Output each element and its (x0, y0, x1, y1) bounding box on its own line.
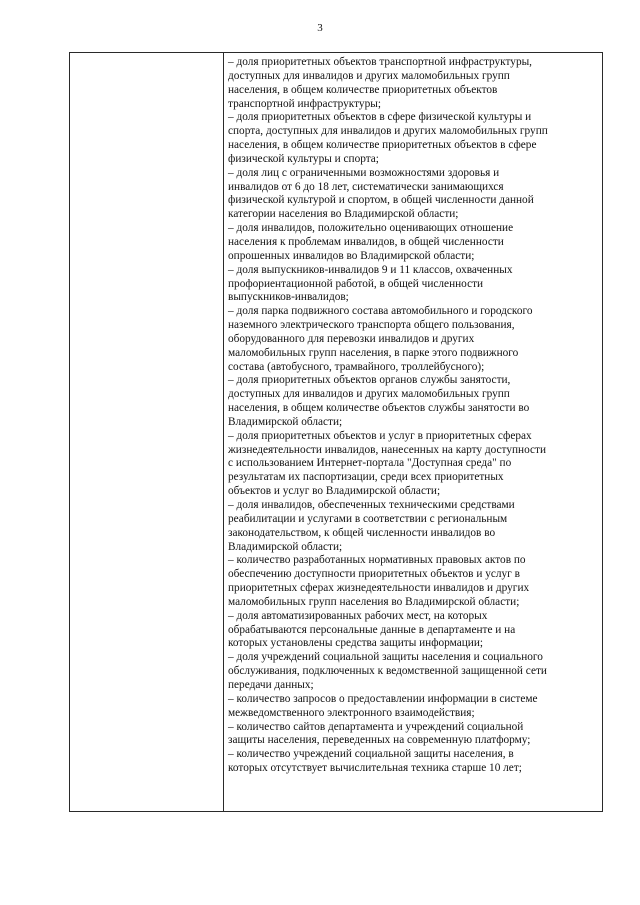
indicator-item: – количество разработанных нормативных правовых актов по обеспечению доступности приоритетных объектов и услуг в приоритетных сферах жизнедеятельности инвалидов и других маломобильных групп населения во Владимирской области; (228, 554, 530, 608)
page-number: 3 (317, 22, 323, 34)
indicator-item: – количество сайтов департамента и учреждений социальной защиты населения, переведенных на современную платформу; (228, 720, 531, 747)
indicator-item: – доля лиц с ограниченными возможностями здоровья и инвалидов от 6 до 18 лет, систематически занимающихся физической культурой и спортом, в общей численности данной категории населения во Владимирской области; (228, 166, 534, 221)
indicator-table (69, 52, 603, 812)
indicator-item: – доля инвалидов, обеспеченных техническими средствами реабилитации и услугами в соответствии с региональным законодательством, к общей численности инвалидов во Владимирской области; (228, 499, 515, 553)
indicator-item: – доля приоритетных объектов и услуг в приоритетных сферах жизнедеятельности инвалидов, нанесенных на карту доступности с использованием Интернет-портала "Доступная среда" по результатам их паспортизации, среди всех приоритетных объектов и услуг во Владимирской области; (228, 429, 547, 498)
table-left-cell (70, 53, 223, 811)
indicator-item: – доля выпускников-инвалидов 9 и 11 классов, охваченных профориентационной работой, в общей численности выпускников-инвалидов; (228, 263, 513, 304)
indicator-item: – доля автоматизированных рабочих мест, на которых обрабатываются персональные данные в департаменте и на которых установлены средства защиты информации; (228, 609, 516, 650)
indicator-item: – доля учреждений социальной защиты населения и социального обслуживания, подключенных к ведомственной защищенной сети передачи данных; (228, 651, 547, 691)
table-right-cell (228, 56, 598, 776)
indicator-item: – количество учреждений социальной защиты населения, в которых отсутствует вычислительная техника старше 10 лет; (228, 748, 522, 775)
column-divider (223, 53, 224, 811)
indicator-item: – доля приоритетных объектов органов службы занятости, доступных для инвалидов и других маломобильных групп населения, в общем количестве объектов службы занятости во Владимирской области; (228, 374, 530, 428)
indicator-item: – доля приоритетных объектов транспортной инфраструктуры, доступных для инвалидов и других маломобильных групп населения, в общем количестве приоритетных объектов транспортной инфраструктуры; (228, 56, 533, 110)
indicator-item: – доля инвалидов, положительно оценивающих отношение населения к проблемам инвалидов, в общей численности опрошенных инвалидов во Владимирской области; (228, 222, 514, 262)
indicator-item: – доля приоритетных объектов в сфере физической культуры и спорта, доступных для инвалидов и других маломобильных групп населения, в общем количестве приоритетных объектов в сфере физической культуры и спорта; (228, 111, 548, 165)
indicator-item: – доля парка подвижного состава автомобильного и городского наземного электрического транспорта общего пользования, оборудованного для перевозки инвалидов и других маломобильных групп населения, в парке этого подвижного состава (автобусного, трамвайного, троллейбусного); (228, 305, 533, 373)
indicator-item: – количество запросов о предоставлении информации в системе межведомственного электронного взаимодействия; (228, 692, 538, 719)
